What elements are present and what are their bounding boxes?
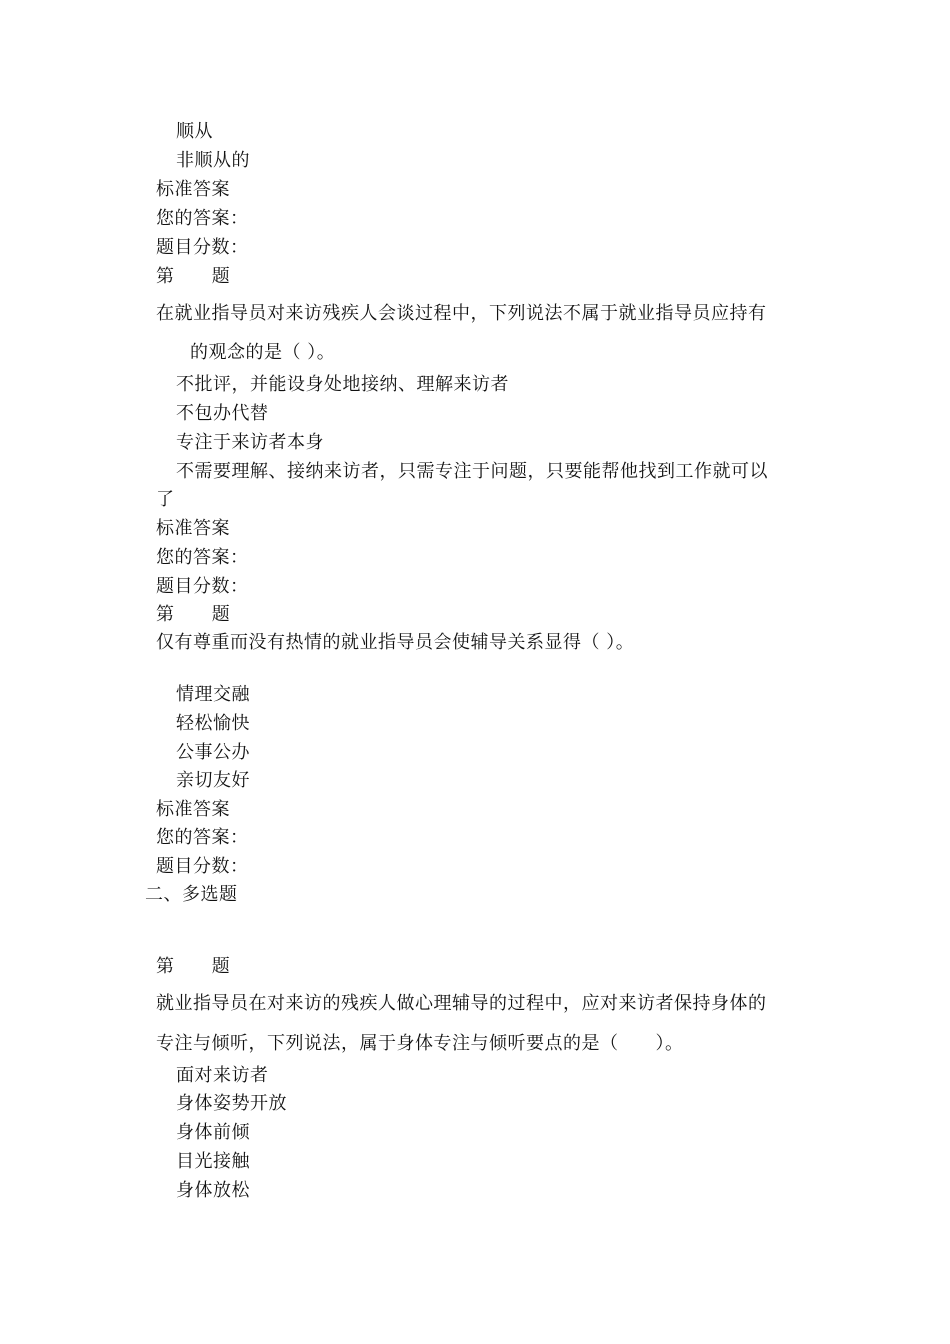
- question-stem: 在就业指导员对来访残疾人会谈过程中，下列说法不属于就业指导员应持有: [156, 303, 767, 324]
- option-item: 目光接触: [176, 1151, 250, 1172]
- question-stem-continued: 的观念的是（ ）。: [190, 342, 336, 363]
- your-answer-label: 您的答案：: [156, 827, 249, 848]
- option-item: 公事公办: [176, 742, 250, 763]
- standard-answer-label: 标准答案: [156, 518, 230, 539]
- score-label: 题目分数：: [156, 856, 249, 877]
- question-stem: 就业指导员在对来访的残疾人做心理辅导的过程中，应对来访者保持身体的: [156, 993, 767, 1014]
- option-item: 顺从: [176, 121, 213, 142]
- score-label: 题目分数：: [156, 237, 249, 258]
- option-item: 轻松愉快: [176, 713, 250, 734]
- option-item: 不需要理解、接纳来访者，只需专注于问题，只要能帮他找到工作就可以: [176, 461, 768, 482]
- question-stem: 仅有尊重而没有热情的就业指导员会使辅导关系显得（ ）。: [156, 632, 635, 653]
- question-title: 第 题: [156, 266, 246, 287]
- your-answer-label: 您的答案：: [156, 208, 249, 229]
- question-stem-continued: 专注与倾听，下列说法，属于身体专注与倾听要点的是（ ）。: [156, 1033, 684, 1054]
- question-title: 第 题: [156, 604, 246, 625]
- option-item-wrap: 了: [156, 489, 175, 510]
- your-answer-label: 您的答案：: [156, 547, 249, 568]
- option-item: 身体前倾: [176, 1122, 250, 1143]
- option-item: 身体姿势开放: [176, 1093, 287, 1114]
- standard-answer-label: 标准答案: [156, 179, 230, 200]
- option-item: 不批评，并能设身处地接纳、理解来访者: [176, 374, 509, 395]
- option-item: 不包办代替: [176, 403, 269, 424]
- option-item: 专注于来访者本身: [176, 432, 324, 453]
- question-title: 第 题: [156, 956, 246, 977]
- standard-answer-label: 标准答案: [156, 799, 230, 820]
- option-item: 面对来访者: [176, 1065, 269, 1086]
- score-label: 题目分数：: [156, 576, 249, 597]
- option-item: 身体放松: [176, 1180, 250, 1201]
- option-item: 非顺从的: [176, 150, 250, 171]
- section-heading: 二、多选题: [145, 884, 238, 905]
- option-item: 亲切友好: [176, 770, 250, 791]
- option-item: 情理交融: [176, 684, 250, 705]
